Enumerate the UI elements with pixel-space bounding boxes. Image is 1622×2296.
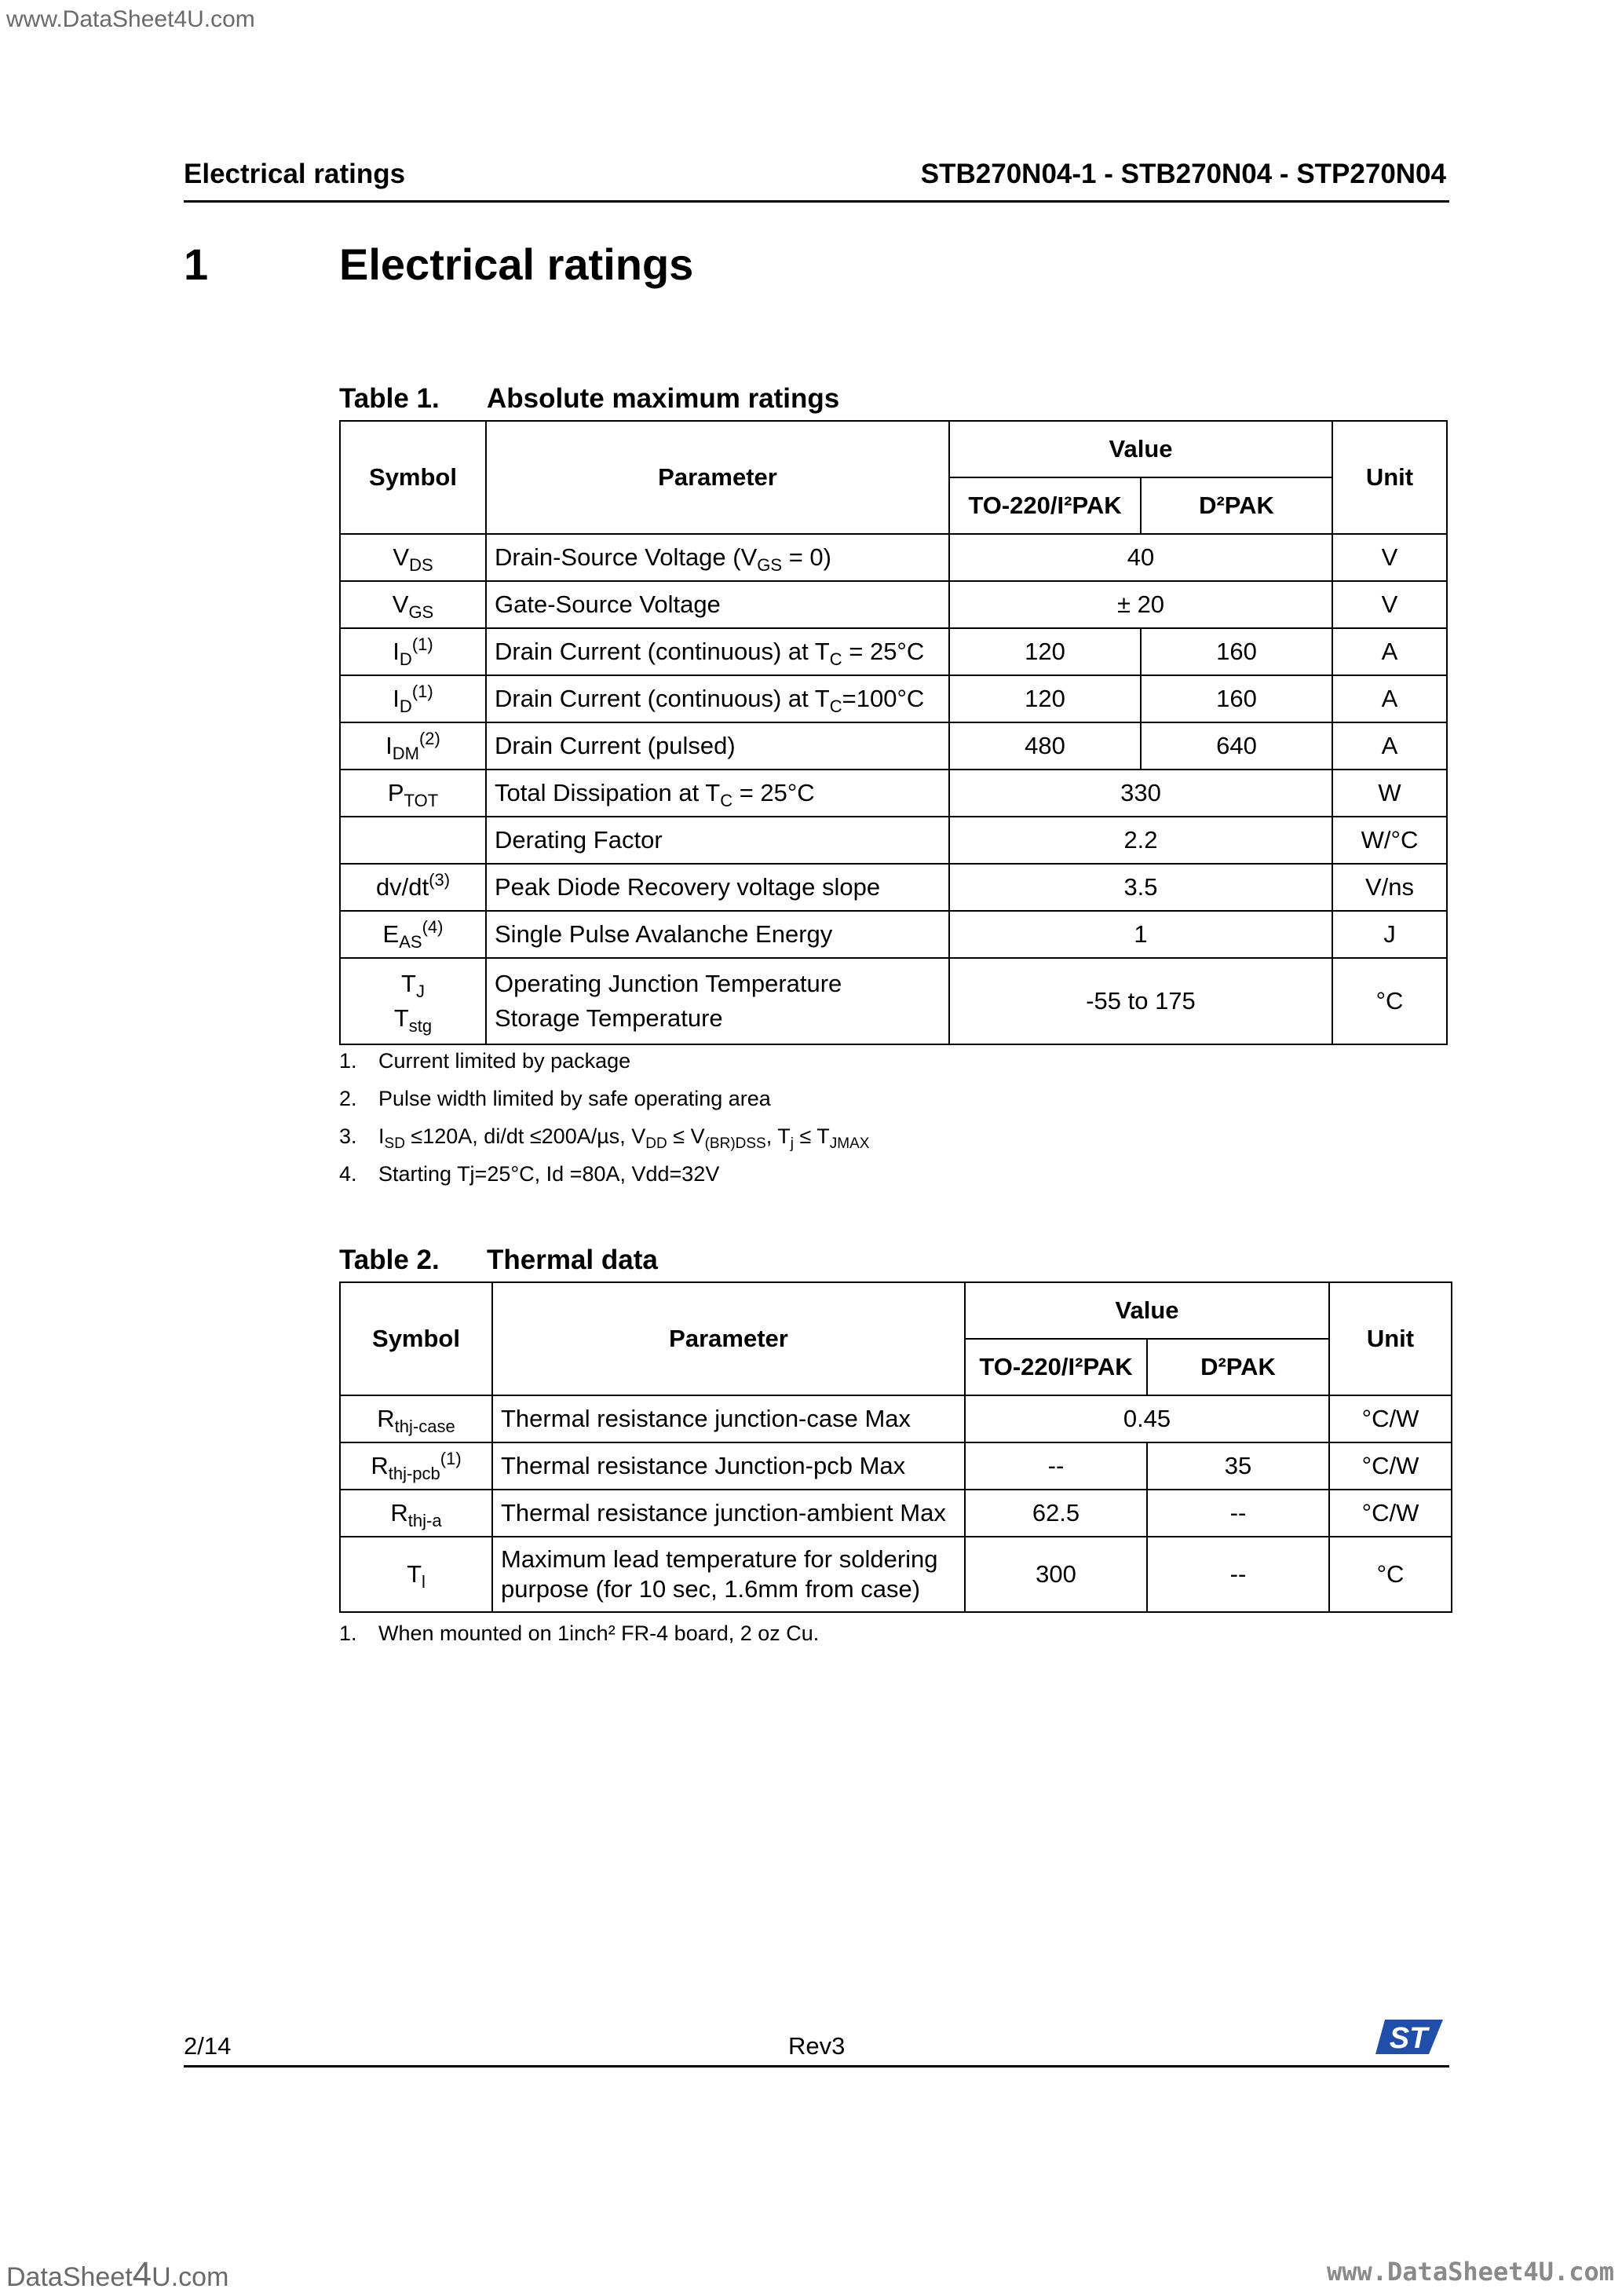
row-parameter: Derating Factor (486, 817, 949, 864)
row-value: 0.45 (965, 1395, 1329, 1442)
table-row (340, 1442, 1452, 1490)
table-row (340, 1537, 1452, 1612)
row-symbol: $P_{TOT}$ (340, 770, 486, 817)
row-value-a: 120 (949, 675, 1141, 722)
t1-head-value: Value (949, 421, 1332, 477)
row-parameter: Drain Current (continuous) at $T_C = 25^\circ C$ (486, 628, 949, 675)
t1-head-parameter: Parameter (486, 421, 949, 534)
t1-head-col-a: TO-220/I²PAK (949, 477, 1141, 534)
table1-caption (339, 383, 889, 415)
st-logo-icon (1374, 2016, 1445, 2057)
row-parameter: Single Pulse Avalanche Energy (486, 911, 949, 958)
row-parameter: Drain Current (pulsed) (486, 722, 949, 770)
table-row (340, 911, 1447, 958)
watermark-top: www.DataSheet4U.com (6, 6, 255, 32)
table-row (340, 770, 1447, 817)
row-unit: A (1332, 675, 1447, 722)
t1-head-symbol: Symbol (340, 421, 486, 534)
row-unit: W/°C (1332, 817, 1447, 864)
table2-title: Thermal data (487, 1245, 658, 1275)
t1-footnote-4: 4. Starting Tj=25°C, Id =80A, Vdd=32V (339, 1162, 720, 1186)
row-symbol (340, 817, 486, 864)
t1-footnote-3: 3. $I_{SD} \le 120A$, di/dt ≤200A/µs, $V_{DD} \le V_{(BR)DSS}$, $T_j \le T_{JMAX}$ (339, 1124, 870, 1152)
row-unit: V/ns (1332, 864, 1447, 911)
row-value-b: -- (1147, 1490, 1329, 1537)
row-unit: V (1332, 534, 1447, 581)
row-symbol: $I_D^{(1)}$ (340, 675, 486, 722)
row-parameter: Gate-Source Voltage (486, 581, 949, 628)
t1-footnote-1: 1. Current limited by package (339, 1049, 631, 1073)
thermal-data-table (339, 1281, 1452, 1613)
t1-head-col-b: D²PAK (1141, 477, 1332, 534)
watermark-bottom-right: www.DataSheet4U.com (1326, 2257, 1614, 2287)
row-symbol: $R_{thj-pcb}^{(1)}$ (340, 1442, 492, 1490)
row-symbol: $R_{thj-case}$ (340, 1395, 492, 1442)
table2-caption (339, 1245, 889, 1276)
row-symbol: $E_{AS}^{(4)}$ (340, 911, 486, 958)
row-parameter: Thermal resistance junction-case Max (492, 1395, 965, 1442)
t2-head-parameter: Parameter (492, 1282, 965, 1395)
row-value: 3.5 (949, 864, 1332, 911)
row-parameter: Peak Diode Recovery voltage slope (486, 864, 949, 911)
row-parameter: Drain Current (continuous) at $T_C=100^\circ C$ (486, 675, 949, 722)
row-value-b: 35 (1147, 1442, 1329, 1490)
row-symbol: $I_{DM}^{(2)}$ (340, 722, 486, 770)
section-number: 1 (184, 239, 209, 289)
t2-head-symbol: Symbol (340, 1282, 492, 1395)
row-value-a: 120 (949, 628, 1141, 675)
row-symbol: $T_l$ (340, 1537, 492, 1612)
row-parameter: Thermal resistance Junction-pcb Max (492, 1442, 965, 1490)
row-symbol: $V_{DS}$ (340, 534, 486, 581)
row-unit: °C/W (1329, 1490, 1452, 1537)
row-unit: A (1332, 722, 1447, 770)
row-value: 330 (949, 770, 1332, 817)
table-row (340, 675, 1447, 722)
row-unit: W (1332, 770, 1447, 817)
row-unit: °C/W (1329, 1442, 1452, 1490)
absolute-max-ratings-table (339, 420, 1448, 1045)
row-unit: °C (1332, 958, 1447, 1044)
watermark-bottom-left: DataSheet4U.com (6, 2255, 229, 2294)
row-value-b: 160 (1141, 675, 1332, 722)
row-parameter: Maximum lead temperature for soldering purpose (for 10 sec, 1.6mm from case) (492, 1537, 965, 1612)
row-value-b: 640 (1141, 722, 1332, 770)
table-row (340, 722, 1447, 770)
row-value: 40 (949, 534, 1332, 581)
row-symbol: $T_J$ $T_{stg}$ (340, 958, 486, 1044)
row-value-a: 62.5 (965, 1490, 1147, 1537)
table-row (340, 864, 1447, 911)
t2-head-value: Value (965, 1282, 1329, 1339)
footer-rule (184, 2065, 1449, 2067)
row-value: -55 to 175 (949, 958, 1332, 1044)
t2-footnote-1: 1. When mounted on 1inch² FR-4 board, 2 oz Cu. (339, 1621, 820, 1645)
row-value: 1 (949, 911, 1332, 958)
table-row (340, 628, 1447, 675)
row-value-a: 300 (965, 1537, 1147, 1612)
svg-text:ST: ST (1389, 2022, 1428, 2055)
table-row (340, 534, 1447, 581)
table-row (340, 581, 1447, 628)
table1-title: Absolute maximum ratings (487, 383, 840, 414)
t1-head-unit: Unit (1332, 421, 1447, 534)
table-row (340, 958, 1447, 1044)
header-rule (184, 200, 1449, 203)
t1-footnote-2: 2. Pulse width limited by safe operating area (339, 1087, 771, 1110)
row-value-a: 480 (949, 722, 1141, 770)
row-unit: °C/W (1329, 1395, 1452, 1442)
revision: Rev3 (788, 2032, 846, 2060)
row-symbol: $I_D^{(1)}$ (340, 628, 486, 675)
row-value-b: -- (1147, 1537, 1329, 1612)
row-parameter: Operating Junction Temperature Storage Temperature (486, 958, 949, 1044)
row-unit: J (1332, 911, 1447, 958)
row-unit: A (1332, 628, 1447, 675)
t2-head-col-a: TO-220/I²PAK (965, 1339, 1147, 1395)
table-row (340, 817, 1447, 864)
row-value: 2.2 (949, 817, 1332, 864)
table-row (340, 1490, 1452, 1537)
table1-label: Table 1. (339, 383, 440, 414)
row-symbol: $V_{GS}$ (340, 581, 486, 628)
row-symbol: $R_{thj-a}$ (340, 1490, 492, 1537)
row-unit: °C (1329, 1537, 1452, 1612)
row-symbol: $dv/dt^{(3)}$ (340, 864, 486, 911)
row-value-a: -- (965, 1442, 1147, 1490)
row-parameter: Drain-Source Voltage $(V_{GS} = 0)$ (486, 534, 949, 581)
table2-label: Table 2. (339, 1245, 440, 1275)
row-parameter: Thermal resistance junction-ambient Max (492, 1490, 965, 1537)
t2-head-col-b: D²PAK (1147, 1339, 1329, 1395)
header-section-name: Electrical ratings (184, 159, 406, 189)
t2-head-unit: Unit (1329, 1282, 1452, 1395)
page-number: 2/14 (184, 2032, 232, 2060)
row-unit: V (1332, 581, 1447, 628)
section-title: Electrical ratings (339, 239, 694, 289)
row-parameter: Total Dissipation at $T_C = 25^\circ C$ (486, 770, 949, 817)
row-value-b: 160 (1141, 628, 1332, 675)
header-part-numbers: STB270N04-1 - STB270N04 - STP270N04 (920, 159, 1446, 189)
row-value: ± 20 (949, 581, 1332, 628)
table-row (340, 1395, 1452, 1442)
